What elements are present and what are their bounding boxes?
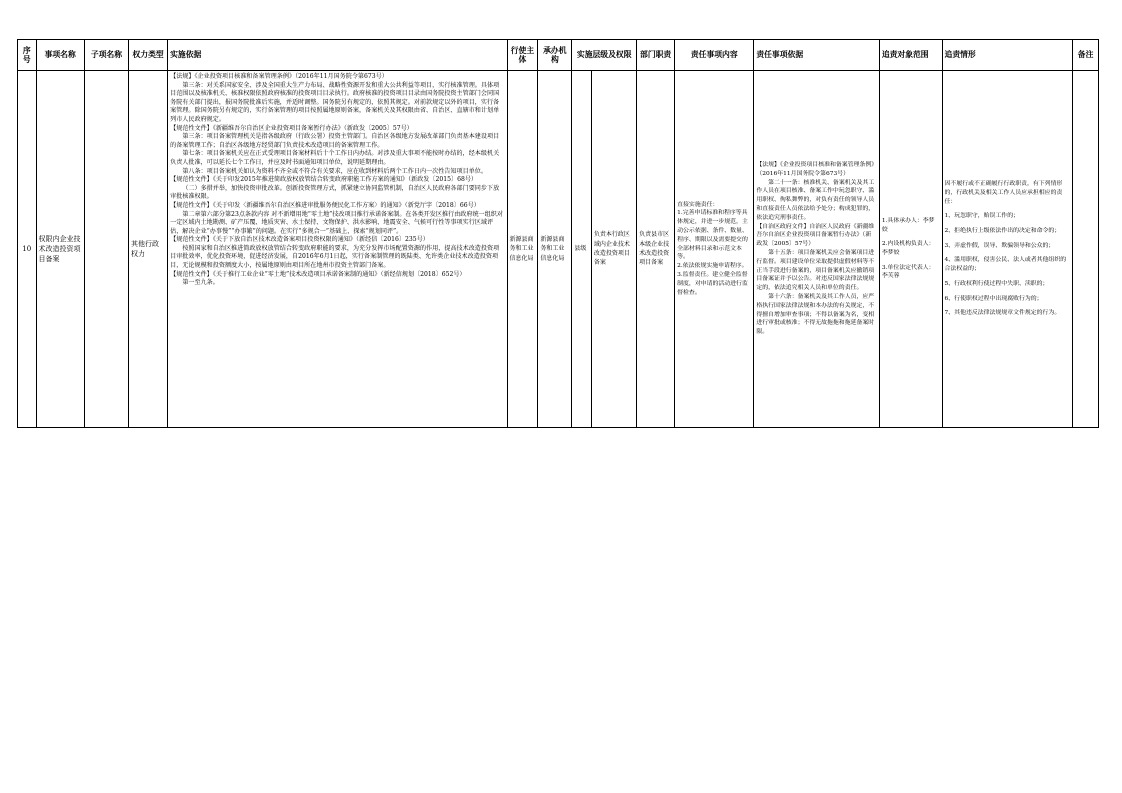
resp-content-line: 1.完善申请标准和程序等具体规定，并进一步规范，主动公示依据、条件、数量、程序、期限以及需要提交的全部材料目录和示范文本等。 (677, 210, 748, 261)
header-situation: 追责情形 (942, 40, 1073, 71)
situation-lines (945, 180, 1071, 318)
header-item: 事项名称 (36, 40, 84, 71)
header-resp-basis: 责任事项依据 (754, 40, 879, 71)
resp-content-line: 直接实施责任： (677, 201, 719, 208)
row-power-type: 其他行政权力 (129, 71, 168, 428)
accountable-line: 1.具体承办人：李梦姣 (881, 217, 935, 233)
resp-basis-paragraph: 【法规】《企业投资项目核准和备案管理条例》（2016年11月国务院令第673号） (756, 162, 875, 177)
header-subitem: 子项名称 (84, 40, 128, 71)
basis-paragraph: 按照国家和自治区推进简政放权放管结合转变政府职能的要求，为充分发挥市场配置资源的作用，提高技术改造投资项目审批效率，优化投资环境，促进经济发展，自2016年6月1日起，实行备案制管理的既陆类、允许类企业技术改造投资项目，无论规模和投资额度大小，按属地原则由项目所在地州市投资主管部门备案。 (170, 244, 500, 270)
situation-line: 5、行政权利行使过程中失职、渎职的； (944, 280, 1049, 287)
basis-paragraph: 第八条：项目备案机关如认为资料不齐全或不符合有关要求，应在收到材料后两个工作日内一次性告知项目单位。 (182, 167, 487, 175)
basis-paragraph: 【规范性文件】《关于推行工业企业“零土地”技术改造项目承诺备案制的通知》（新经信规划〔2018〕652号） (170, 270, 466, 278)
header-row (18, 40, 1099, 71)
row-remark (1073, 71, 1099, 428)
situation-line: 7、其他违反法律法规规章文件规定的行为。 (944, 310, 1061, 317)
row-org: 新源县商务和工业信息化局 (538, 71, 572, 428)
row-situation (942, 71, 1073, 428)
basis-paragraph: 【法规】《企业投资项目核准和备案管理条例》（2016年11月国务院令第673号） (170, 73, 388, 80)
header-org: 承办机构 (538, 40, 572, 71)
basis-paragraph: 第三条：项目备案管理机关是指各级政府（行政公署）投资主管部门。自治区各级地方发展改革部门负责基本建设项目的备案管理工作；自治区各级地方经贸部门负责技术改造项目的备案管理工作。 (170, 133, 500, 149)
row-resp-content (675, 71, 754, 428)
basis-paragraph: 第二章第六部分第23点条款内容 对不新增用地“零土地”技改项目推行承诺备案制。在各类开发区推行由政府统一组织对一定区域内土地勘测、矿产压覆、地质灾害、水土保持、文物保护、洪水影响、地震安全、气候可行性等事项实行区域评估，解决企业“办事慢”“办事繁”的问题。在实行“多规合一”基础上，探索“规划同评”。 (170, 210, 503, 235)
header-seq: 序号 (18, 40, 37, 71)
row-subject: 新源县商务和工业信息化局 (507, 71, 538, 428)
resp-basis-paragraph: 第二十一条：核准机关、备案机关及其工作人员在项目核准、备案工作中玩忽职守、滥用职权、徇私舞弊的，对负有责任的领导人员和直接责任人员依法给予处分；构成犯罪的，依法追究刑事责任。 (756, 179, 875, 221)
row-accountable (879, 71, 942, 428)
situation-line: 因不履行或不正确履行行政职责，有下列情形的，行政机关及相关工作人员应承担相应的责任： (944, 181, 1063, 205)
resp-basis-paragraphs (756, 161, 876, 337)
row-seq: 10 (18, 71, 37, 428)
basis-paragraph: 【规范性文件】《关于印发〈新疆维吾尔自治区推进审批服务便民化工作方案〉的通知》（新党厅字〔2018〕66号） (170, 201, 480, 209)
basis-paragraph: 【规范性文件】《新疆维吾尔自治区企业投资项目备案暂行办法》（新政发〔2005〕57号） (170, 124, 413, 132)
situation-line: 1、玩忽职守，贻误工作的； (944, 213, 1019, 220)
basis-paragraph: 第三条：对关系国家安全、涉及全国重大生产力布局、战略性资源开发和重大公共利益等项目，实行核准管理。具体项目范围以及核准机关、核准权限依照政府核准的投资项目目录执行。政府核准的投资项目目录由国务院投资主管部门会同国务院有关部门提出，报国务院批准后实施，并适时调整。国务院另有规定的，依照其规定。对前款规定以外的项目，实行备案管理。除国务院另有规定的，实行备案管理的项目按照属地原则备案，备案机关及其权限由省、自治区、直辖市和计划单列市人民政府规定。 (170, 81, 500, 123)
header-subject: 行使主体 (507, 40, 538, 71)
basis-paragraph: 第七条：项目备案机关应在正式受理项目备案材料后十个工作日内办结。对涉及重大事项不能按时办结的，经本级机关负责人批准，可以延长七个工作日，并应及时书面通知项目单位，说明延期理由。 (170, 150, 500, 166)
accountable-line: 3.单位法定代表人：李芙蓉 (881, 264, 935, 280)
accountable-lines (882, 217, 940, 282)
situation-line: 6、行使职权过程中出现腐败行为的； (944, 295, 1043, 302)
situation-line: 3、弄虚作假，误导、欺骗领导和公众的； (944, 242, 1055, 249)
row-resp-basis (754, 71, 879, 428)
accountable-line: 2.内设机构负责人：李梦姣 (881, 241, 935, 256)
row-subitem (84, 71, 128, 428)
header-power-type: 权力类型 (129, 40, 168, 71)
table-row (18, 71, 1099, 428)
basis-paragraph: 第一至九条。 (182, 279, 219, 287)
header-remark: 备注 (1073, 40, 1099, 71)
header-level: 实施层级及权限 (572, 40, 637, 71)
basis-paragraph: （二）多措并举，加快投资审批改革。创新投资管理方式，抓紧建立协同监管机制，自治区人民政府各部门要同步下放审批核准权限。 (170, 184, 500, 201)
header-resp-content: 责任事项内容 (675, 40, 754, 71)
header-dept: 部门职责 (637, 40, 675, 71)
resp-basis-paragraph: 第十六条：备案机关及其工作人员，应严格执行国家法律法规和本办法的有关规定，不得擅自增加审查事项；不得以备案为名，变相进行审批或核准；不得无故拖拖和拖延备案时限。 (756, 293, 875, 336)
power-list-table (17, 39, 1099, 428)
resp-content-lines (677, 201, 751, 298)
basis-paragraph: 【规范性文件】《关于下放自治区技术改造备案项目投资权限的通知》（新经信〔2016〕235号） (170, 236, 429, 244)
header-accountable: 追责对象范围 (879, 40, 942, 71)
row-dept: 负责县市区本级企业技术改造投资项目备案 (637, 71, 675, 428)
resp-content-line: 2.依法依规实施申请程序。 (677, 263, 748, 270)
situation-line: 4、滥用职权，侵害公民、法人或者其他组织的合法权益的； (944, 257, 1067, 273)
resp-content-line: 3.监督责任。建立健全监督制度，对申请的活动进行监督检查。 (677, 271, 748, 296)
header-basis: 实施依据 (168, 40, 507, 71)
row-level: 县级 (572, 71, 592, 428)
basis-paragraphs (170, 73, 504, 288)
basis-paragraph: 【规范性文件】《关于印发2015年推进简政放权放管结合转变政府职能工作方案的通知》（新政发〔2015〕68号） (170, 176, 478, 184)
situation-line: 2、拒绝执行上级依法作出的决定和命令的； (944, 227, 1061, 234)
row-level-scope: 负责本行政区域内企业技术改造投资项目备案 (591, 71, 636, 428)
row-basis (168, 71, 507, 428)
resp-basis-paragraph: 第十五条：项目备案机关应会备案项目进行监督。项目建设单位采取提供虚假材料等不正当手段进行备案的，项目备案机关应撤销项目备案证并予以公告。对违反国家法律法规规定的，依法追究相关人员和单位的责任。 (756, 250, 875, 292)
row-item: 权限内企业技术改造投资项目备案 (36, 71, 84, 428)
resp-basis-paragraph: 【自治区政府文件】自治区人民政府《新疆维吾尔自治区企业投资项目备案暂行办法》（新政发〔2005〕57号） (756, 223, 875, 248)
